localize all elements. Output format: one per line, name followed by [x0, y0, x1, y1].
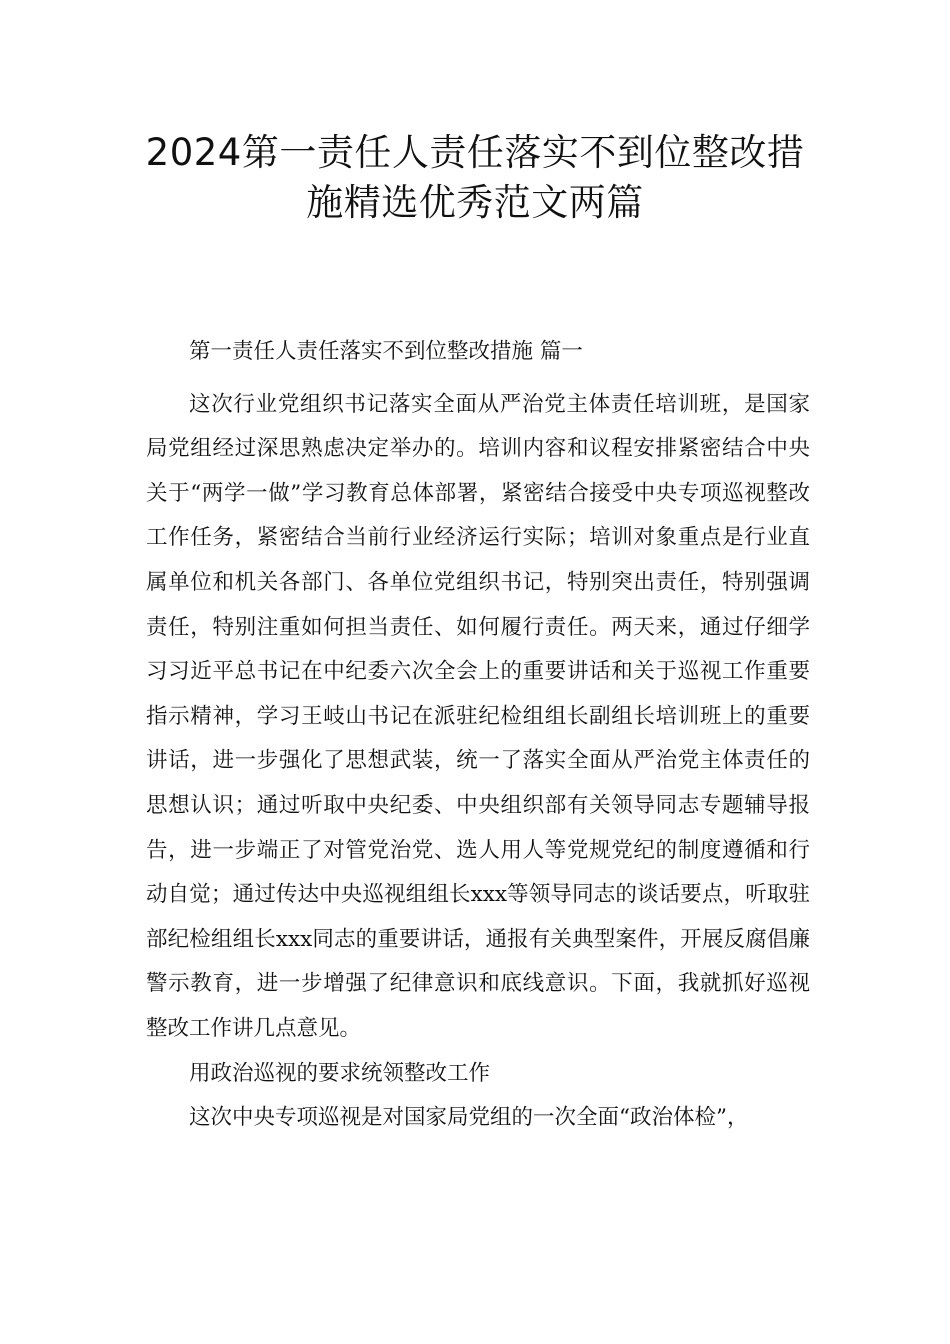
section-heading: 第一责任人责任落实不到位整改措施 篇一 [189, 339, 583, 364]
document-body [146, 330, 810, 1141]
title-line-1: 2024第一责任人责任落实不到位整改措 [145, 131, 805, 174]
title-line-2: 施精选优秀范文两篇 [306, 181, 644, 224]
subheading: 用政治巡视的要求统领整改工作 [189, 1060, 491, 1086]
paragraph-1: 这次行业党组织书记落实全面从严治党主体责任培训班，是国家局党组经过深思熟虑决定举办的。培训内容和议程安排紧密结合中央关于“两学一做”学习教育总体部署，紧密结合接受中央专项巡视整改工作任务，紧密结合当前行业经济运行实际；培训对象重点是行业直属单位和机关各部门、各单位党组织书记，特别突出责任，特别强调责任，特别注重如何担当责任、如何履行责任。两天来，通过仔细学习习近平总书记在中纪委六次全会上的重要讲话和关于巡视工作重要指示精神，学习王岐山书记在派驻纪检组组长副组长培训班上的重要讲话，进一步强化了思想武装，统一了落实全面从严治党主体责任的思想认识；通过听取中央纪委、中央组织部有关领导同志专题辅导报告，进一步端正了对管党治党、选人用人等党规党纪的制度遵循和行动自觉；通过传达中央巡视组组长xxx等领导同志的谈话要点，听取驻部纪检组组长xxx同志的重要讲话，通报有关典型案件，开展反腐倡廉警示教育，进一步增强了纪律意识和底线意识。下面，我就抓好巡视整改工作讲几点意见。 [146, 391, 810, 1041]
paragraph-2: 这次中央专项巡视是对国家局党组的一次全面“政治体检”， [189, 1105, 749, 1131]
document-title [120, 128, 830, 228]
